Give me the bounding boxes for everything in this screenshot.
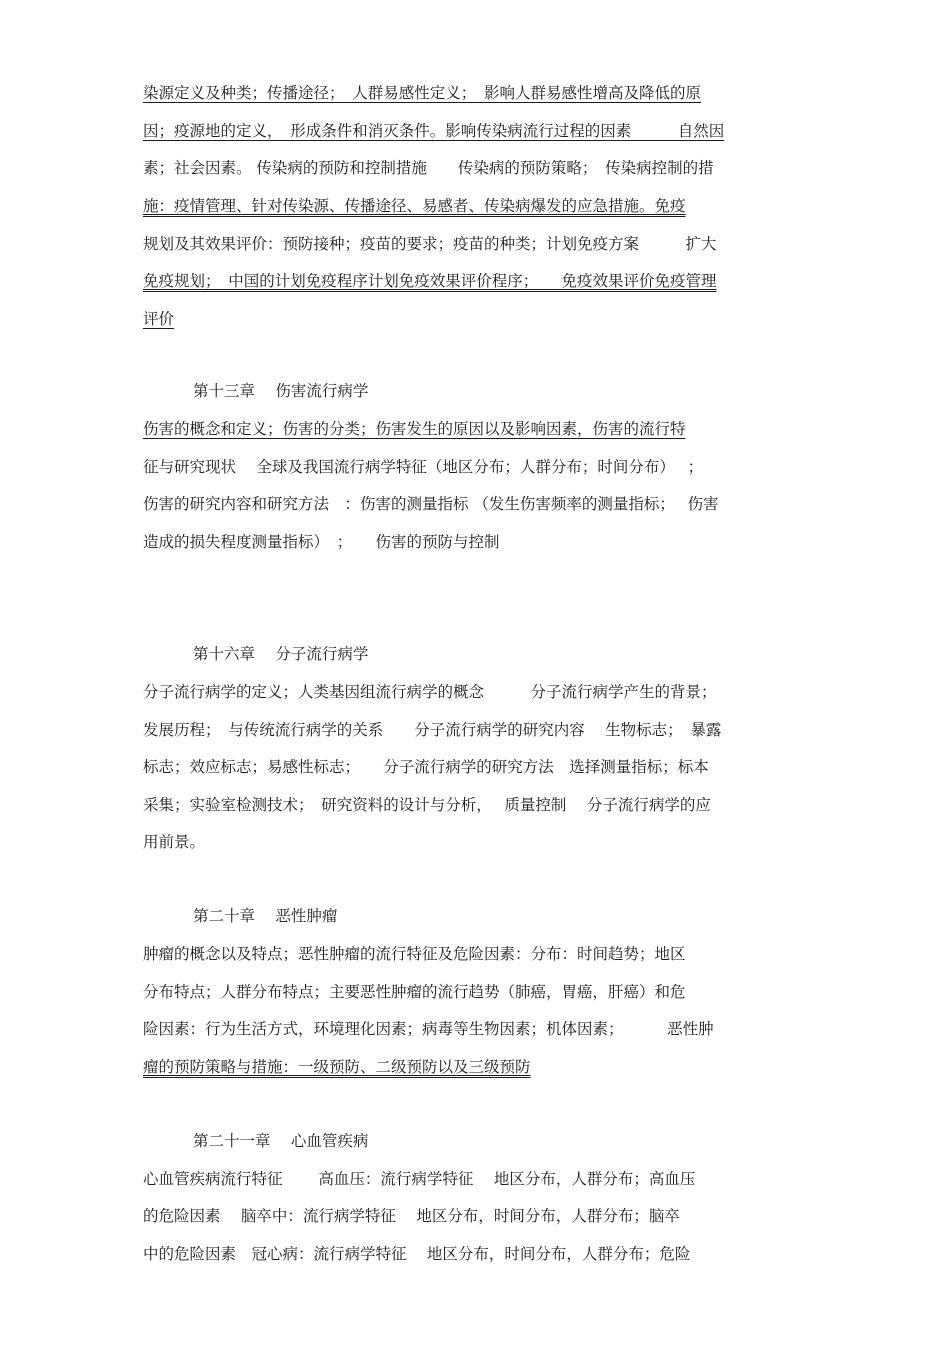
- s1-line-2: 因；疫源地的定义， 形成条件和消灭条件。影响传染病流行过程的因素 自然因: [143, 122, 725, 140]
- s1-line-4: 施：疫情管理、针对传染源、传播途径、易感者、传染病爆发的应急措施。免疫: [143, 197, 686, 215]
- chapter-20-heading: 第二十章 恶性肿瘤: [193, 907, 338, 925]
- s2-line-2: 征与研究现状 全球及我国流行病学特征（地区分布；人群分布；时间分布） ；: [143, 458, 704, 476]
- s3-line-2: 发展历程； 与传统流行病学的关系 分子流行病学的研究内容 生物标志； 暴露: [143, 721, 722, 739]
- s1-line-3: 素；社会因素。 传染病的预防和控制措施 传染病的预防策略； 传染病控制的措: [143, 159, 714, 177]
- chapter-13-heading: 第十三章 伤害流行病学: [193, 382, 369, 400]
- s3-line-3: 标志；效应标志；易感性标志； 分子流行病学的研究方法 选择测量指标；标本: [143, 758, 709, 776]
- s3-line-1: 分子流行病学的定义；人类基因组流行病学的概念 分子流行病学产生的背景；: [143, 683, 717, 701]
- s4-line-2: 分布特点；人群分布特点；主要恶性肿瘤的流行趋势（肺癌，胃癌，肝癌）和危: [143, 983, 686, 1001]
- s1-line-6: 免疫规划； 中国的计划免疫程序计划免疫效果评价程序； 免疫效果评价免疫管理: [143, 272, 717, 290]
- s1-line-1: 染源定义及种类；传播途径； 人群易感性定义； 影响人群易感性增高及降低的原: [143, 84, 702, 102]
- chapter-16-heading: 第十六章 分子流行病学: [193, 645, 369, 663]
- s4-line-3: 险因素：行为生活方式，环境理化因素；病毒等生物因素；机体因素； 恶性肿: [143, 1020, 714, 1038]
- s4-line-1: 肿瘤的概念以及特点；恶性肿瘤的流行特征及危险因素：分布：时间趋势；地区: [143, 945, 686, 963]
- chapter-21-heading: 第二十一章 心血管疾病: [193, 1132, 369, 1150]
- s2-line-4: 造成的损失程度测量指标） ； 伤害的预防与控制: [143, 533, 500, 551]
- s1-line-5: 规划及其效果评价：预防接种；疫苗的要求；疫苗的种类；计划免疫方案 扩大: [143, 235, 717, 253]
- s5-line-3: 中的危险因素 冠心病：流行病学特征 地区分布，时间分布，人群分布；危险: [143, 1245, 691, 1263]
- s3-line-4: 采集；实验室检测技术； 研究资料的设计与分析， 质量控制 分子流行病学的应: [143, 796, 711, 814]
- s5-line-2: 的危险因素 脑卒中：流行病学特征 地区分布，时间分布，人群分布；脑卒: [143, 1207, 680, 1225]
- s5-line-1: 心血管疾病流行特征 高血压：流行病学特征 地区分布，人群分布；高血压: [143, 1170, 696, 1188]
- s3-line-5: 用前景。: [143, 833, 206, 851]
- s1-line-7: 评价: [143, 310, 175, 328]
- s2-line-3: 伤害的研究内容和研究方法 ：伤害的测量指标 （发生伤害频率的测量指标； 伤害: [143, 495, 719, 513]
- s2-line-1: 伤害的概念和定义；伤害的分类；伤害发生的原因以及影响因素，伤害的流行特: [143, 420, 686, 438]
- s4-line-4: 瘤的预防策略与措施：一级预防、二级预防以及三级预防: [143, 1058, 531, 1076]
